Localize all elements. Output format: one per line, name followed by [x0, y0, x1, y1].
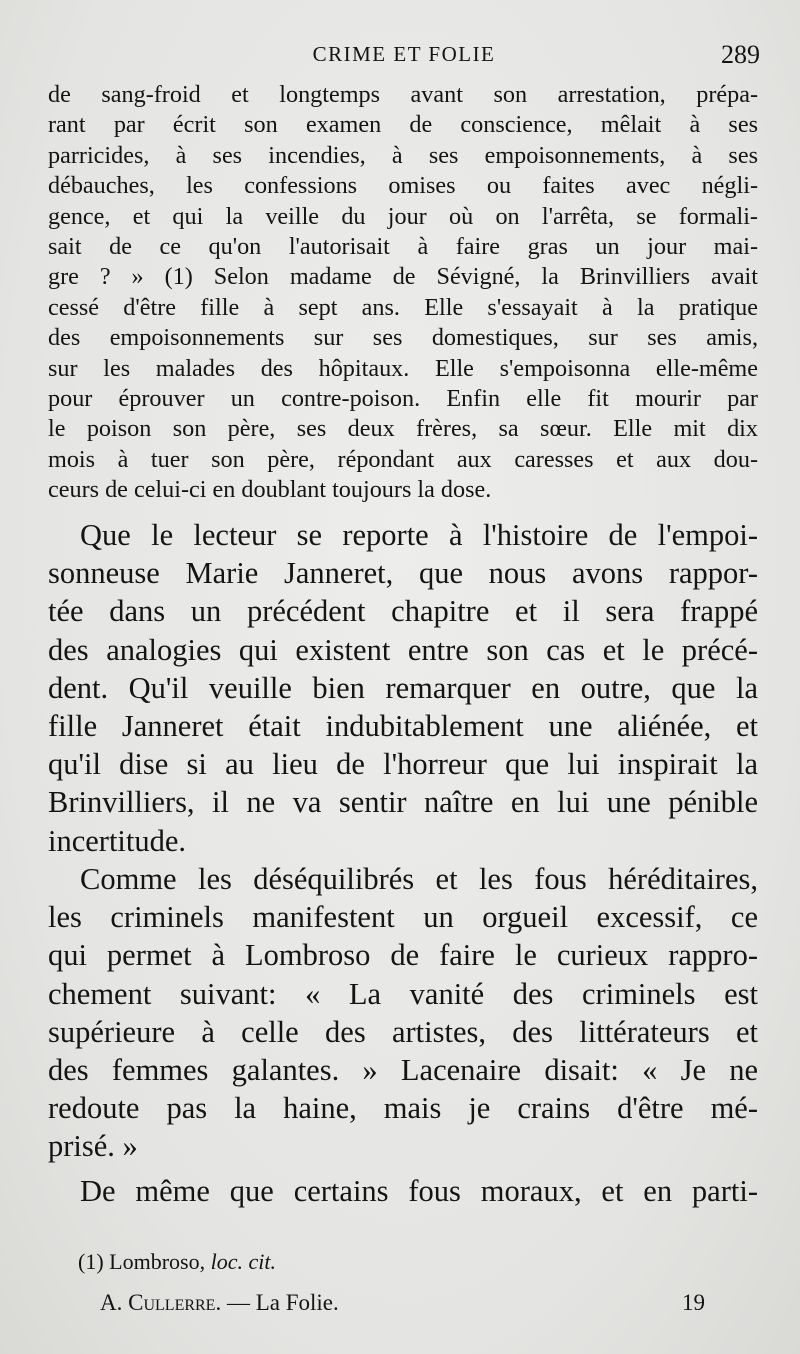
text-line: parricides, à ses incendies, à ses empoisonnements, à ses [48, 141, 758, 169]
text-line: gre ? » (1) Selon madame de Sévigné, la Brinvilliers avait [48, 263, 758, 291]
text-line: Comme les déséquilibrés et les fous héréditaires, [80, 862, 758, 896]
text-line: cessé d'être fille à sept ans. Elle s'essayait à la pratique [48, 293, 758, 321]
printer-signature [100, 1290, 705, 1320]
text-line: qu'il dise si au lieu de l'horreur que lui inspirait la [48, 747, 758, 782]
text-line: le poison son père, ses deux frères, sa sœur. Elle mit dix [48, 415, 758, 443]
text-line: mois à tuer son père, répondant aux caresses et aux dou- [48, 445, 758, 473]
running-head [48, 40, 760, 74]
text-line: dent. Qu'il veuille bien remarquer en outre, que la [48, 670, 758, 705]
text-line: sur les malades des hôpitaux. Elle s'empoisonna elle-même [48, 354, 758, 382]
paragraph-orgueil [48, 860, 758, 1166]
running-title: CRIME ET FOLIE [312, 42, 496, 66]
text-line: des empoisonnements sur ses domestiques, sur ses amis, [48, 324, 758, 352]
signature-author [100, 1290, 339, 1316]
text-line: Que le lecteur se reporte à l'histoire de l'empoi- [80, 518, 758, 552]
paragraph-janneret [48, 516, 758, 860]
book-title: La Folie. [255, 1290, 339, 1315]
author-initial: A. [100, 1290, 123, 1315]
text-line: supérieure à celle des artistes, des littérateurs et [48, 1014, 758, 1049]
author-name: Cullerre. [128, 1290, 222, 1315]
text-line: débauches, les confessions omises ou faites avec négli- [48, 172, 758, 200]
footnote-citation: loc. cit. [210, 1249, 276, 1274]
paragraph-fous-moraux [48, 1172, 758, 1210]
text-line: incertitude. [48, 823, 187, 858]
text-line: des analogies qui existent entre son cas et le précé- [48, 632, 758, 667]
text-line: redoute pas la haine, mais je crains d'être mé- [48, 1091, 758, 1126]
text-line: fille Janneret était indubitablement une aliénée, et [48, 709, 758, 744]
text-line: de sang-froid et longtemps avant son arrestation, prépa- [48, 81, 758, 108]
text-line: sait de ce qu'on l'autorisait à faire gras un jour mai- [48, 233, 758, 261]
page-number: 289 [721, 40, 760, 69]
signature-number: 19 [682, 1290, 705, 1315]
footnote-author: Lombroso, [109, 1249, 206, 1274]
text-line: tée dans un précédent chapitre et il sera frappé [48, 594, 758, 629]
text-line: De même que certains fous moraux, et en parti- [80, 1174, 758, 1208]
text-line: rant par écrit son examen de conscience, mêlait à ses [48, 111, 758, 139]
quoted-passage [48, 80, 758, 506]
text-line: chement suivant: « La vanité des criminels est [48, 976, 758, 1011]
text-line: sonneuse Marie Janneret, que nous avons rappor- [48, 556, 758, 591]
footnote [78, 1249, 276, 1275]
text-line: gence, et qui la veille du jour où on l'arrêta, se formali- [48, 202, 758, 230]
signature-dash: — [226, 1290, 250, 1315]
text-line: prisé. » [48, 1129, 138, 1164]
text-line: ceurs de celui-ci en doublant toujours la dose. [48, 476, 492, 504]
text-line: des femmes galantes. » Lacenaire disait: « Je ne [48, 1053, 758, 1088]
text-line: les criminels manifestent un orgueil excessif, ce [48, 900, 758, 935]
text-line: pour éprouver un contre-poison. Enfin elle fit mourir par [48, 385, 758, 413]
text-line: qui permet à Lombroso de faire le curieux rappro- [48, 938, 758, 973]
footnote-marker: (1) [78, 1249, 104, 1274]
text-line: Brinvilliers, il ne va sentir naître en lui une pénible [48, 785, 758, 820]
